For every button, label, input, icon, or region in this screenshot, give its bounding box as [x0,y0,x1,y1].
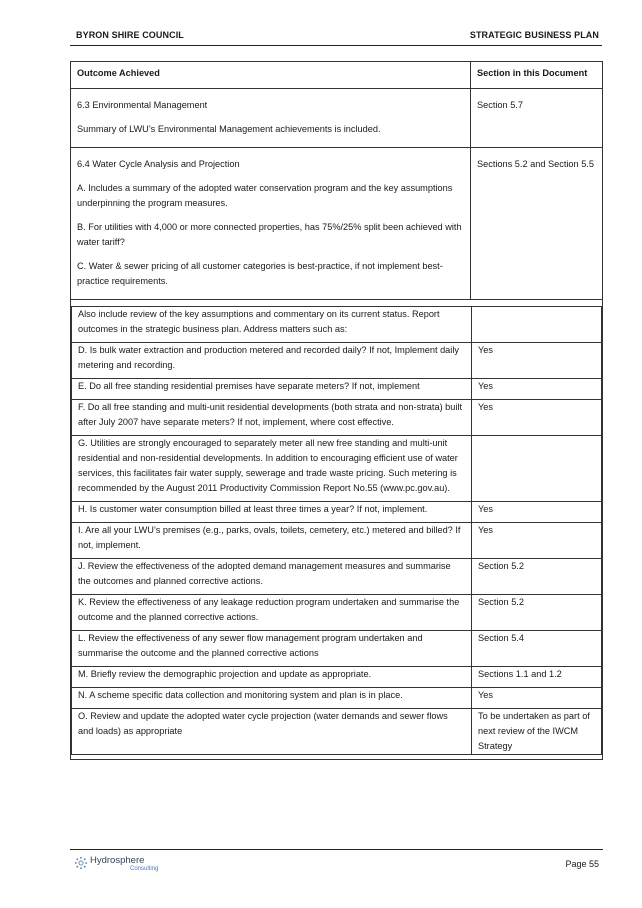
item-text: M. Briefly review the demographic projection and update as appropriate. [72,666,472,687]
hydrosphere-logo [74,856,158,872]
list-item [72,306,602,342]
item-section: Section 5.2 [472,594,602,630]
list-item [72,342,602,378]
list-item [72,558,602,594]
outcome-text: A. Includes a summary of the adopted water conservation program and the key assumptions underpinning the program measures. [77,182,453,208]
item-section: Section 5.2 [472,558,602,594]
table-row [71,147,603,299]
list-item [72,594,602,630]
item-text: N. A scheme specific data collection and monitoring system and plan is in place. [72,687,472,708]
outcome-text: C. Water & sewer pricing of all customer categories is best-practice, if not implement best-practice requirements. [77,261,443,287]
outcome-heading: 6.4 Water Cycle Analysis and Projection [77,158,240,169]
list-item [72,522,602,558]
list-item [72,399,602,435]
list-item [72,708,602,754]
document-title: STRATEGIC BUSINESS PLAN [469,30,599,40]
table-row [71,89,603,148]
item-text: I. Are all your LWU’s premises (e.g., parks, ovals, toilets, cemetery, etc.) metered and billed? If not, implement. [72,522,472,558]
item-text: L. Review the effectiveness of any sewer flow management program undertaken and summarise the outcome and the planned corrective actions [72,630,472,666]
logo-name: Hydrosphere [90,855,145,866]
column-header-outcome: Outcome Achieved [71,62,471,89]
item-section: Sections 1.1 and 1.2 [472,666,602,687]
outcome-heading: 6.3 Environmental Management [77,100,208,111]
page-header [70,27,602,46]
column-header-section: Section in this Document [471,62,603,89]
review-items [71,306,602,755]
item-text: J. Review the effectiveness of the adopted demand management measures and summarise the outcomes and planned corrective actions. [72,558,472,594]
section-ref: Sections 5.2 and Section 5.5 [477,158,594,169]
list-item [72,630,602,666]
item-text: D. Is bulk water extraction and production metered and recorded daily? If not, Implement daily metering and recording. [72,342,472,378]
list-item [72,378,602,399]
item-text: O. Review and update the adopted water cycle projection (water demands and sewer flows and loads) as appropriate [72,708,472,754]
table-header-row [71,62,603,89]
item-section [472,435,602,501]
item-text: F. Do all free standing and multi-unit residential developments (both strata and non-strata) built after July 2007 have separate meters? If not, implement, where cost effective. [72,399,472,435]
section-cell [471,89,603,148]
outcome-cell [71,147,471,299]
list-item [72,687,602,708]
page-footer [70,849,603,878]
item-section: Yes [472,342,602,378]
page-number: Page 55 [565,859,599,869]
review-intro: Also include review of the key assumptions and commentary on its current status. Report outcomes in the strategic business plan. Address matters such as: [72,306,472,342]
item-section: Yes [472,501,602,522]
item-text: K. Review the effectiveness of any leakage reduction program undertaken and summarise the outcome and the planned corrective actions. [72,594,472,630]
council-name: BYRON SHIRE COUNCIL [76,30,184,40]
item-section: Section 5.4 [472,630,602,666]
table-row [71,299,603,759]
logo-subtitle: Consulting [130,866,159,872]
list-item [72,666,602,687]
item-section: Yes [472,378,602,399]
item-section: To be undertaken as part of next review of the IWCM Strategy [472,708,602,754]
sunburst-logo-icon [74,856,88,870]
outcome-cell [71,89,471,148]
item-text: H. Is customer water consumption billed at least three times a year? If not, implement. [72,501,472,522]
list-item [72,435,602,501]
item-section: Yes [472,687,602,708]
section-ref: Section 5.7 [477,100,523,111]
outcomes-table [70,61,603,760]
outcome-text: B. For utilities with 4,000 or more connected properties, has 75%/25% split been achieved with water tariff? [77,222,462,248]
item-text: E. Do all free standing residential premises have separate meters? If not, implement [72,378,472,399]
item-section: Yes [472,522,602,558]
section-cell [471,147,603,299]
list-item [72,501,602,522]
outcome-text: Summary of LWU’s Environmental Management achievements is included. [77,124,381,135]
item-section: Yes [472,399,602,435]
item-text: G. Utilities are strongly encouraged to separately meter all new free standing and multi-unit residential and non-residential developments. In addition to encouraging efficient use of water services, this facilitates fair water supply, sewerage and trade waste pricing. Such metering is recommended by the August 2011 Productivity Commission Report No.55 (www.pc.gov.au). [72,435,472,501]
review-cell [71,299,603,759]
